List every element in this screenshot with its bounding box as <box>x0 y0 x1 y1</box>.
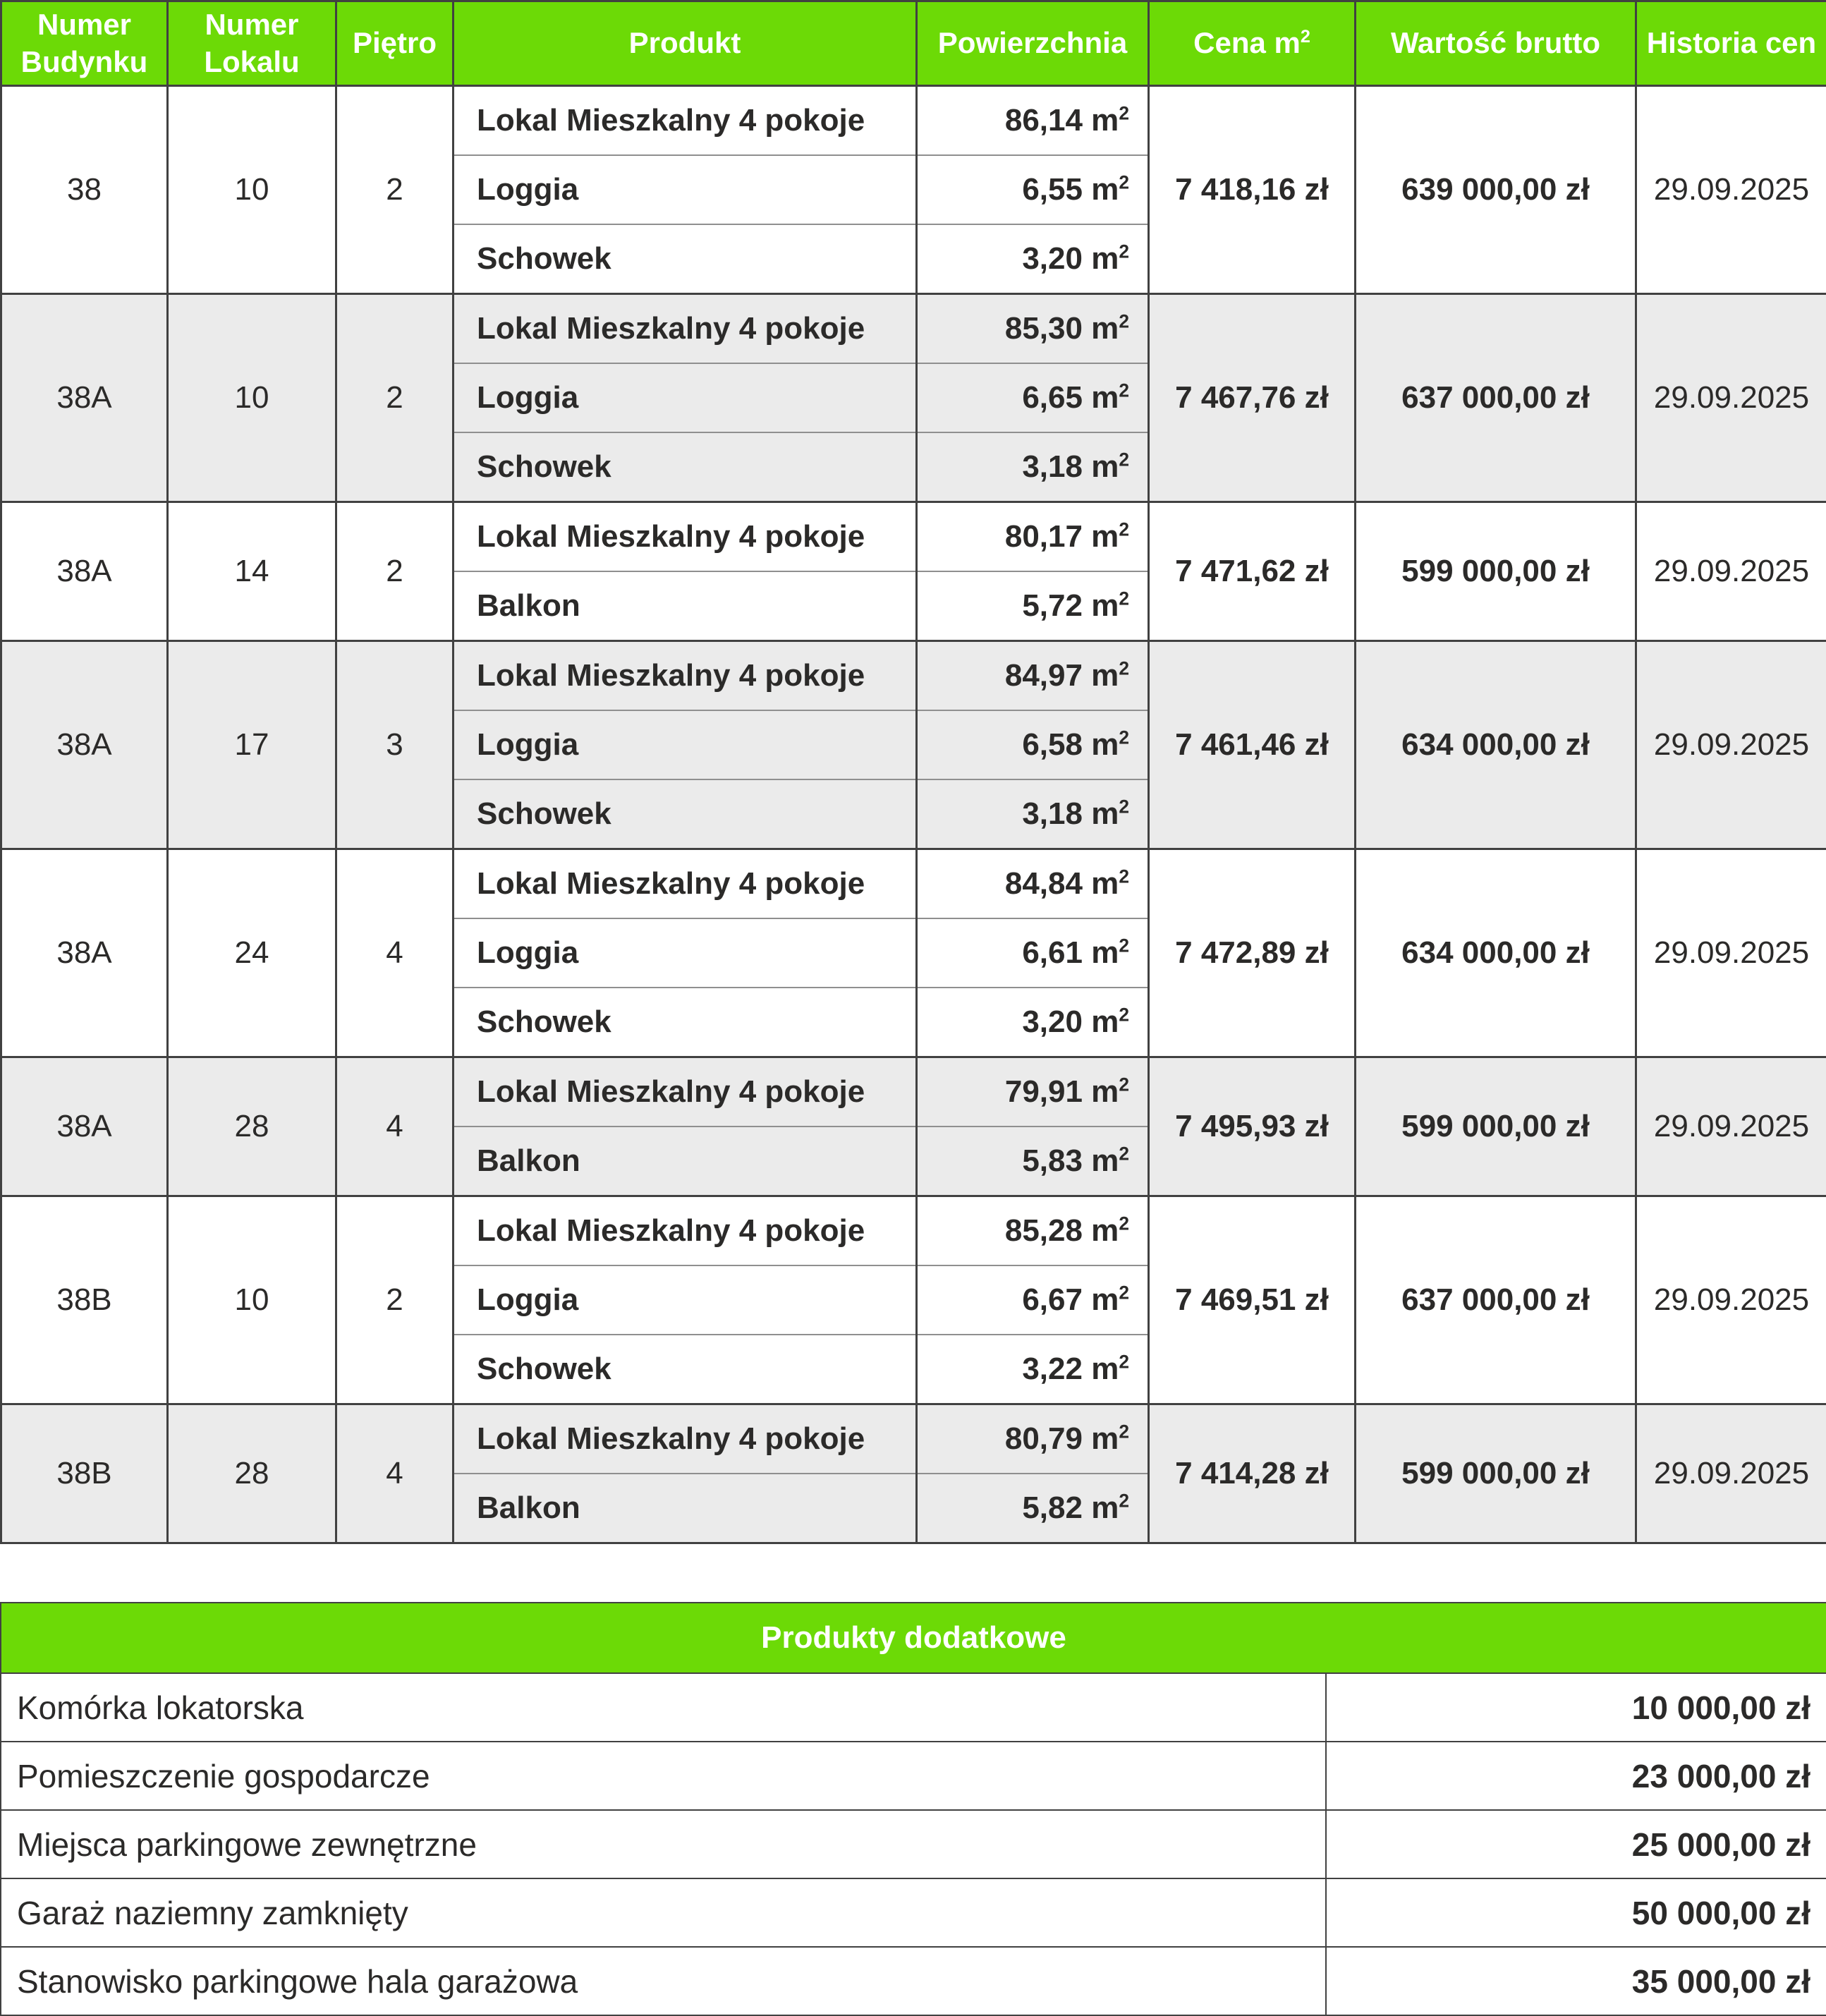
building-number-cell: 38A <box>1 502 168 641</box>
product-name-cell: Lokal Mieszkalny 4 pokoje <box>454 1057 917 1127</box>
price-per-m2-cell: 7 471,62 zł <box>1149 502 1356 641</box>
extra-product-price-cell: 23 000,00 zł <box>1326 1742 1826 1810</box>
apartment-product-row <box>1 1057 1826 1127</box>
product-name-cell: Schowek <box>454 779 917 849</box>
extra-product-price-cell: 50 000,00 zł <box>1326 1878 1826 1947</box>
gross-value-cell: 599 000,00 zł <box>1356 1057 1636 1196</box>
price-history-cell: 29.09.2025 <box>1636 294 1826 502</box>
column-header-price-history: Historia cen <box>1636 1 1826 86</box>
building-number-cell: 38A <box>1 294 168 502</box>
extra-product-row <box>1 1810 1826 1878</box>
gross-value-cell: 634 000,00 zł <box>1356 641 1636 849</box>
product-name-cell: Schowek <box>454 224 917 294</box>
product-name-cell: Lokal Mieszkalny 4 pokoje <box>454 1196 917 1266</box>
building-number-cell: 38B <box>1 1196 168 1404</box>
area-cell: 5,82 $m^2$ <box>917 1474 1149 1543</box>
extra-product-name-cell: Garaż naziemny zamknięty <box>1 1878 1326 1947</box>
product-name-cell: Loggia <box>454 1265 917 1335</box>
unit-number-cell: 28 <box>168 1404 336 1543</box>
product-name-cell: Loggia <box>454 710 917 779</box>
price-per-m2-cell: 7 472,89 zł <box>1149 849 1356 1057</box>
product-name-cell: Balkon <box>454 1474 917 1543</box>
unit-number-cell: 24 <box>168 849 336 1057</box>
extra-product-price-cell: 25 000,00 zł <box>1326 1810 1826 1878</box>
extra-product-name-cell: Stanowisko parkingowe hala garażowa <box>1 1947 1326 2015</box>
building-number-cell: 38 <box>1 86 168 294</box>
floor-cell: 3 <box>336 641 454 849</box>
apartment-product-row <box>1 502 1826 572</box>
building-number-cell: 38B <box>1 1404 168 1543</box>
area-cell: 3,22 $m^2$ <box>917 1335 1149 1404</box>
product-name-cell: Balkon <box>454 1127 917 1196</box>
extra-product-name-cell: Pomieszczenie gospodarcze <box>1 1742 1326 1810</box>
product-name-cell: Lokal Mieszkalny 4 pokoje <box>454 502 917 572</box>
column-header-building-number: Numer Budynku <box>1 1 168 86</box>
area-cell: 6,61 $m^2$ <box>917 918 1149 988</box>
column-header-area: Powierzchnia <box>917 1 1149 86</box>
product-name-cell: Loggia <box>454 918 917 988</box>
price-history-cell: 29.09.2025 <box>1636 502 1826 641</box>
unit-number-cell: 17 <box>168 641 336 849</box>
floor-cell: 4 <box>336 849 454 1057</box>
price-history-cell: 29.09.2025 <box>1636 1057 1826 1196</box>
apartment-product-row <box>1 294 1826 364</box>
unit-number-cell: 10 <box>168 294 336 502</box>
gross-value-cell: 639 000,00 zł <box>1356 86 1636 294</box>
extra-product-price-cell: 35 000,00 zł <box>1326 1947 1826 2015</box>
floor-cell: 2 <box>336 1196 454 1404</box>
floor-cell: 4 <box>336 1404 454 1543</box>
building-number-cell: 38A <box>1 849 168 1057</box>
floor-cell: 2 <box>336 294 454 502</box>
product-name-cell: Schowek <box>454 1335 917 1404</box>
price-per-m2-cell: 7 461,46 zł <box>1149 641 1356 849</box>
extras-table <box>0 1602 1826 2016</box>
area-cell: 84,84 $m^2$ <box>917 849 1149 919</box>
price-history-cell: 29.09.2025 <box>1636 1404 1826 1543</box>
gross-value-cell: 637 000,00 zł <box>1356 1196 1636 1404</box>
product-name-cell: Lokal Mieszkalny 4 pokoje <box>454 294 917 364</box>
price-per-m2-cell: 7 418,16 zł <box>1149 86 1356 294</box>
extras-table-header-row <box>1 1603 1826 1673</box>
extra-product-price-cell: 10 000,00 zł <box>1326 1673 1826 1742</box>
apartment-product-row <box>1 1196 1826 1266</box>
area-cell: 85,28 $m^2$ <box>917 1196 1149 1266</box>
apartment-product-row <box>1 1404 1826 1474</box>
product-name-cell: Balkon <box>454 571 917 641</box>
building-number-cell: 38A <box>1 641 168 849</box>
unit-number-cell: 10 <box>168 1196 336 1404</box>
product-name-cell: Schowek <box>454 432 917 502</box>
area-cell: 6,65 $m^2$ <box>917 363 1149 432</box>
apartment-product-row <box>1 641 1826 711</box>
column-header-product: Produkt <box>454 1 917 86</box>
area-cell: 80,79 $m^2$ <box>917 1404 1149 1474</box>
area-cell: 79,91 $m^2$ <box>917 1057 1149 1127</box>
price-history-cell: 29.09.2025 <box>1636 849 1826 1057</box>
area-cell: 84,97 $m^2$ <box>917 641 1149 711</box>
extras-table-title: Produkty dodatkowe <box>1 1603 1826 1673</box>
product-name-cell: Lokal Mieszkalny 4 pokoje <box>454 86 917 156</box>
area-cell: 3,20 $m^2$ <box>917 224 1149 294</box>
floor-cell: 2 <box>336 86 454 294</box>
area-cell: 86,14 $m^2$ <box>917 86 1149 156</box>
price-per-m2-cell: 7 469,51 zł <box>1149 1196 1356 1404</box>
product-name-cell: Loggia <box>454 155 917 224</box>
price-per-m2-cell: 7 495,93 zł <box>1149 1057 1356 1196</box>
product-name-cell: Lokal Mieszkalny 4 pokoje <box>454 849 917 919</box>
column-header-price-per-m2: Cena $m^2$ <box>1149 1 1356 86</box>
area-cell: 85,30 $m^2$ <box>917 294 1149 364</box>
apartments-table-header-row <box>1 1 1826 86</box>
area-cell: 6,58 $m^2$ <box>917 710 1149 779</box>
unit-number-cell: 14 <box>168 502 336 641</box>
gross-value-cell: 637 000,00 zł <box>1356 294 1636 502</box>
gross-value-cell: 599 000,00 zł <box>1356 1404 1636 1543</box>
price-per-m2-cell: 7 414,28 zł <box>1149 1404 1356 1543</box>
column-header-unit-number: Numer Lokalu <box>168 1 336 86</box>
area-cell: 3,18 $m^2$ <box>917 432 1149 502</box>
extra-product-name-cell: Komórka lokatorska <box>1 1673 1326 1742</box>
building-number-cell: 38A <box>1 1057 168 1196</box>
price-history-cell: 29.09.2025 <box>1636 1196 1826 1404</box>
extra-product-row <box>1 1673 1826 1742</box>
apartment-product-row <box>1 849 1826 919</box>
product-name-cell: Lokal Mieszkalny 4 pokoje <box>454 1404 917 1474</box>
product-name-cell: Loggia <box>454 363 917 432</box>
area-cell: 6,55 $m^2$ <box>917 155 1149 224</box>
area-cell: 80,17 $m^2$ <box>917 502 1149 572</box>
extra-product-row <box>1 1947 1826 2015</box>
floor-cell: 2 <box>336 502 454 641</box>
product-name-cell: Lokal Mieszkalny 4 pokoje <box>454 641 917 711</box>
gross-value-cell: 599 000,00 zł <box>1356 502 1636 641</box>
area-cell: 3,20 $m^2$ <box>917 988 1149 1057</box>
floor-cell: 4 <box>336 1057 454 1196</box>
column-header-floor: Piętro <box>336 1 454 86</box>
extra-product-row <box>1 1742 1826 1810</box>
area-cell: 5,83 $m^2$ <box>917 1127 1149 1196</box>
area-cell: 6,67 $m^2$ <box>917 1265 1149 1335</box>
extra-product-name-cell: Miejsca parkingowe zewnętrzne <box>1 1810 1326 1878</box>
unit-number-cell: 28 <box>168 1057 336 1196</box>
apartment-product-row <box>1 86 1826 156</box>
unit-number-cell: 10 <box>168 86 336 294</box>
area-cell: 3,18 $m^2$ <box>917 779 1149 849</box>
price-history-cell: 29.09.2025 <box>1636 641 1826 849</box>
product-name-cell: Schowek <box>454 988 917 1057</box>
gross-value-cell: 634 000,00 zł <box>1356 849 1636 1057</box>
area-cell: 5,72 $m^2$ <box>917 571 1149 641</box>
extra-product-row <box>1 1878 1826 1947</box>
price-history-cell: 29.09.2025 <box>1636 86 1826 294</box>
price-per-m2-cell: 7 467,76 zł <box>1149 294 1356 502</box>
column-header-gross-value: Wartość brutto <box>1356 1 1636 86</box>
